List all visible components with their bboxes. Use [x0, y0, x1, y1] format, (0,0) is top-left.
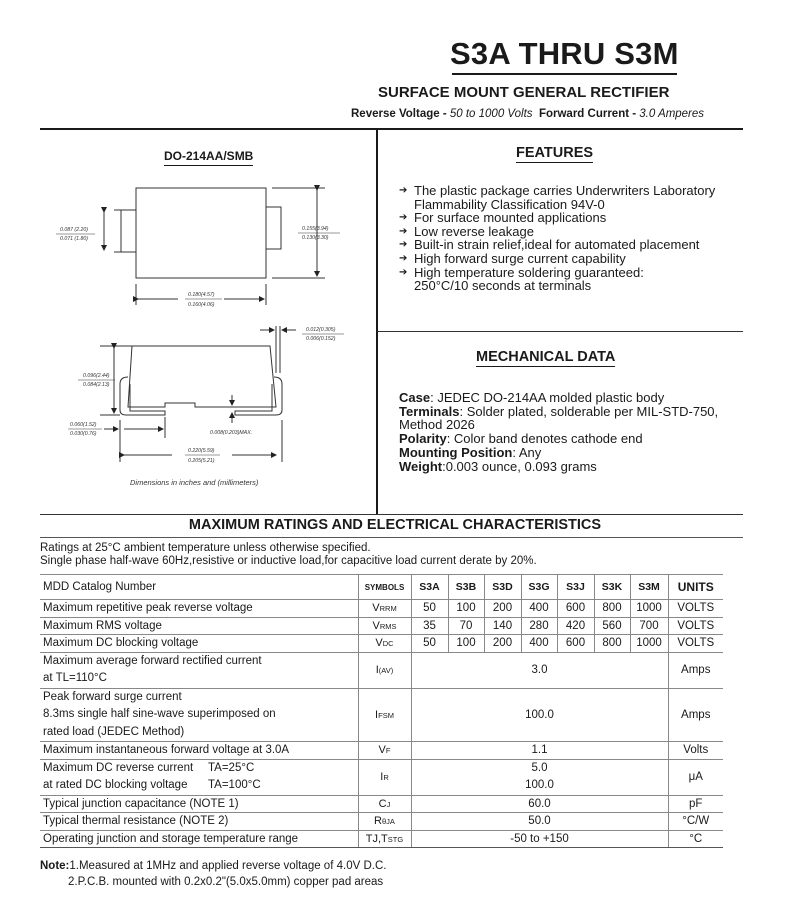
header-device: S3D	[484, 575, 521, 600]
symbol-cell: TJ,TSTG	[358, 830, 411, 848]
symbol-cell: VRRM	[358, 600, 411, 618]
reverse-voltage-label: Reverse Voltage -	[351, 108, 450, 120]
feature-line-1b: Flammability Classification 94V-0	[414, 196, 605, 212]
dimensions-note: Dimensions in inches and (millimeters)	[130, 478, 259, 487]
svg-text:0.205(5.21): 0.205(5.21)	[188, 458, 215, 464]
mech-polarity: Polarity: Color band denotes cathode end	[399, 431, 643, 447]
feature-item	[399, 184, 715, 211]
table-row: Maximum average forward rectified current at TL=110°C I(AV) 3.0 Amps	[40, 652, 723, 688]
table-row: Typical junction capacitance (NOTE 1) CJ 60.0 pF	[40, 795, 723, 813]
forward-current-label: Forward Current -	[538, 108, 640, 120]
table-row: Maximum DC blocking voltage VDC 50 100 200 400 600 800 1000 VOLTS	[40, 635, 723, 653]
symbol-cell: I(AV)	[358, 652, 411, 688]
ratings-table	[40, 574, 723, 848]
bullet-icon: ➔	[399, 212, 408, 224]
table-row: Operating junction and storage temperature range TJ,TSTG -50 to +150 °C	[40, 830, 723, 848]
svg-text:0.155(3.94): 0.155(3.94)	[302, 226, 329, 232]
note-2: 2.P.C.B. mounted with 0.2x0.2"(5.0x5.0mm) copper pad areas	[68, 876, 384, 888]
svg-text:0.006(0.152): 0.006(0.152)	[306, 336, 336, 342]
feature-line-6b: 250°C/10 seconds at terminals	[414, 278, 592, 294]
svg-text:0.071 (1.80): 0.071 (1.80)	[60, 236, 88, 242]
package-title: DO-214AA/SMB	[164, 149, 253, 166]
divider-mechanical	[377, 331, 743, 332]
bullet-icon: ➔	[399, 266, 408, 278]
notes	[40, 858, 386, 890]
header-device: S3M	[630, 575, 668, 600]
header-device: S3B	[448, 575, 484, 600]
mech-terminals: Terminals: Solder plated, solderable per MIL-STD-750, Method 2026	[399, 403, 719, 433]
header-device: S3K	[594, 575, 630, 600]
svg-text:0.130(3.30): 0.130(3.30)	[302, 235, 329, 241]
svg-text:0.180(4.57): 0.180(4.57)	[188, 292, 215, 298]
mechanical-title: MECHANICAL DATA	[476, 349, 616, 365]
feature-line-1a: The plastic package carries Underwriters Laboratory	[414, 183, 716, 198]
package-outline-diagram	[40, 170, 376, 480]
svg-text:0.030(0.76): 0.030(0.76)	[70, 431, 97, 437]
bullet-icon: ➔	[399, 185, 408, 196]
spec-summary	[351, 108, 704, 120]
mech-mounting: Mounting Position: Any	[399, 444, 542, 460]
feature-line-6a: High temperature soldering guaranteed:	[414, 264, 644, 280]
header-units: UNITS	[668, 575, 723, 600]
feature-item: ➔ Built-in strain relief,ideal for automated placement	[399, 237, 700, 253]
table-header-row	[40, 575, 723, 600]
mech-case: Case: JEDEC DO-214AA molded plastic body	[399, 390, 665, 405]
divider-ratings-top	[40, 514, 743, 515]
ratings-title: MAXIMUM RATINGS AND ELECTRICAL CHARACTERISTICS	[188, 517, 602, 533]
header-device: S3J	[557, 575, 594, 600]
note-1: 1.Measured at 1MHz and applied reverse voltage of 4.0V D.C.	[69, 860, 387, 872]
divider-ratings-bottom	[40, 537, 743, 538]
svg-text:0.084(2.13): 0.084(2.13)	[83, 382, 110, 388]
bullet-icon: ➔	[399, 252, 408, 264]
svg-text:0.008(0.203)MAX.: 0.008(0.203)MAX.	[210, 430, 253, 436]
symbol-cell: CJ	[358, 795, 411, 813]
svg-text:0.060(1.52): 0.060(1.52)	[70, 422, 97, 428]
svg-text:0.087 (2.20): 0.087 (2.20)	[60, 227, 88, 233]
bullet-icon: ➔	[399, 225, 408, 237]
table-row: Maximum RMS voltage VRMS 35 70 140 280 420 560 700 VOLTS	[40, 617, 723, 635]
bullet-icon: ➔	[399, 239, 408, 251]
feature-item: ➔ For surface mounted applications	[399, 210, 607, 226]
divider-top	[40, 128, 743, 130]
header-symbols: SYMBOLS	[358, 575, 411, 600]
table-row: Typical thermal resistance (NOTE 2) RθJA 50.0 °C/W	[40, 813, 723, 831]
header-device: S3A	[411, 575, 448, 600]
document-subtitle: SURFACE MOUNT GENERAL RECTIFIER	[378, 84, 670, 101]
features-title: FEATURES	[516, 145, 594, 161]
ratings-conditions: Ratings at 25°C ambient temperature unless otherwise specified. Single phase half-wave 60Hz,resistive or inductive load,for capacitive load current derate by 20%.	[40, 542, 537, 567]
table-row: Maximum DC reverse current TA=25°C at rated DC blocking voltage TA=100°C IR 5.0 100.0 μA	[40, 759, 723, 795]
svg-text:0.096(2.44): 0.096(2.44)	[83, 373, 110, 379]
forward-current-value: 3.0 Amperes	[639, 108, 705, 120]
symbol-cell: VRMS	[358, 617, 411, 635]
header-catalog: MDD Catalog Number	[40, 575, 358, 600]
table-row: Peak forward surge current 8.3ms single half sine-wave superimposed on rated load (JEDEC Method) IFSM 100.0 Amps	[40, 688, 723, 742]
mechanical-data	[399, 391, 718, 473]
svg-text:0.160(4.06): 0.160(4.06)	[188, 302, 215, 308]
symbol-cell: IR	[358, 759, 411, 795]
feature-item	[399, 266, 715, 293]
divider-vertical	[376, 130, 378, 514]
feature-item: ➔ Low reverse leakage	[399, 223, 534, 239]
symbol-cell: IFSM	[358, 688, 411, 742]
features-list	[399, 184, 715, 293]
svg-text:0.012(0.305): 0.012(0.305)	[306, 327, 336, 333]
feature-item: ➔ High forward surge current capability	[399, 250, 626, 266]
reverse-voltage-value: 50 to 1000 Volts	[449, 108, 533, 120]
symbol-cell: VDC	[358, 635, 411, 653]
document-title: S3A THRU S3M	[450, 36, 679, 71]
table-row: Maximum repetitive peak reverse voltage VRRM 50 100 200 400 600 800 1000 VOLTS	[40, 600, 723, 618]
symbol-cell: RθJA	[358, 813, 411, 831]
table-row: Maximum instantaneous forward voltage at 3.0A VF 1.1 Volts	[40, 742, 723, 760]
symbol-cell: VF	[358, 742, 411, 760]
header-device: S3G	[521, 575, 557, 600]
notes-label: Note:	[40, 860, 70, 872]
svg-text:0.220(5.59): 0.220(5.59)	[188, 448, 215, 454]
mech-weight: Weight:0.003 ounce, 0.093 grams	[399, 458, 597, 474]
title-underline	[452, 73, 677, 75]
